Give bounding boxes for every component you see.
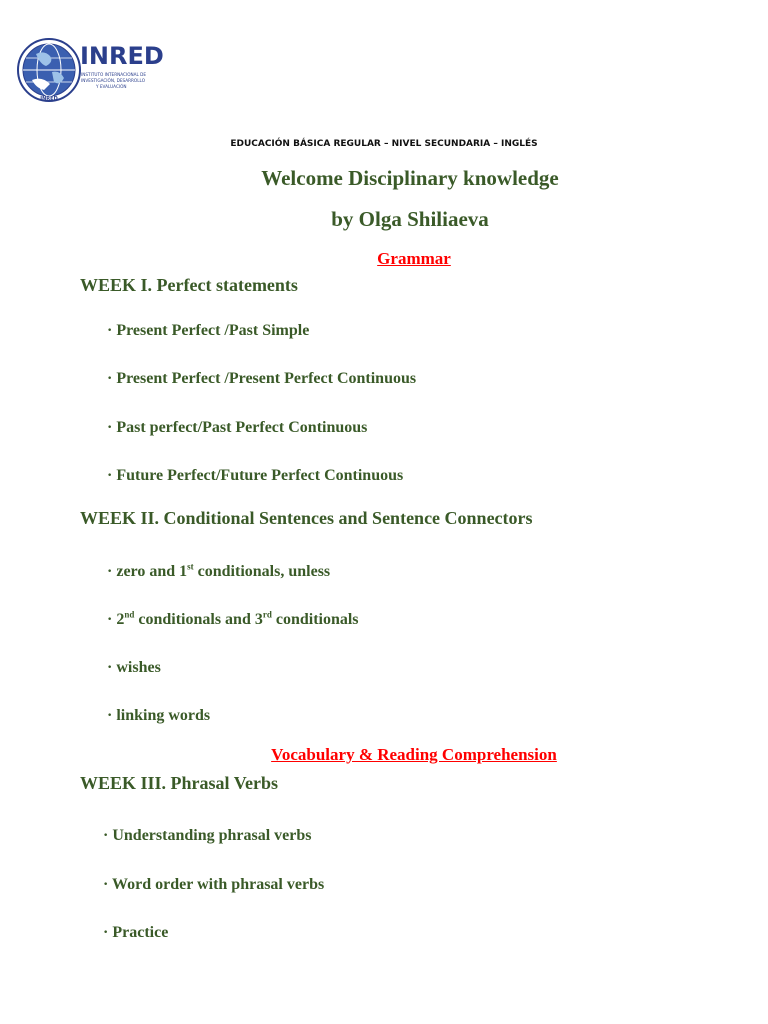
week-3-heading: WEEK III. Phrasal Verbs xyxy=(80,773,279,793)
logo-badge-text: INRED xyxy=(40,96,58,102)
week-1-item: · Present Perfect /Past Simple xyxy=(107,322,310,339)
section-vocabulary: Vocabulary & Reading Comprehension xyxy=(271,745,557,764)
inred-logo xyxy=(14,36,172,106)
page-title: Welcome Disciplinary knowledge xyxy=(261,166,559,190)
item-text: conditionals xyxy=(271,611,359,628)
section-grammar: Grammar xyxy=(377,249,451,268)
ordinal-suffix: rd xyxy=(262,609,272,620)
logo-subtitle-1: INSTITUTO INTERNACIONAL DE xyxy=(81,72,147,77)
week-1-item: · Present Perfect /Present Perfect Continuous xyxy=(107,370,417,387)
week-2-item: · linking words xyxy=(107,707,211,724)
item-text: conditionals and 3 xyxy=(134,611,263,628)
week-2-item: · wishes xyxy=(107,659,161,676)
week-1-heading: WEEK I. Perfect statements xyxy=(80,275,298,295)
logo-subtitle-3: Y EVALUACIÓN xyxy=(96,84,127,89)
week-1-item: · Future Perfect/Future Perfect Continuous xyxy=(107,467,404,484)
week-2-item xyxy=(107,563,330,581)
week-3-item: · Word order with phrasal verbs xyxy=(103,876,325,893)
item-text: conditionals, unless xyxy=(193,563,331,580)
logo-subtitle-2: INVESTIGACIÓN, DESARROLLO xyxy=(81,78,146,83)
week-2-item xyxy=(107,611,359,629)
week-2-heading: WEEK II. Conditional Sentences and Sentence Connectors xyxy=(80,508,533,528)
week-3-item: · Practice xyxy=(103,924,169,941)
ordinal-suffix: nd xyxy=(124,609,135,620)
ordinal-suffix: st xyxy=(187,561,194,572)
course-header: EDUCACIÓN BÁSICA REGULAR – NIVEL SECUNDARIA – INGLÉS xyxy=(230,139,538,149)
logo-name: INRED xyxy=(80,42,164,70)
item-text: · zero and 1 xyxy=(107,563,188,580)
author-line: by Olga Shiliaeva xyxy=(331,207,489,231)
week-3-item: · Understanding phrasal verbs xyxy=(103,827,312,844)
item-text: · 2 xyxy=(107,611,125,628)
week-1-item: · Past perfect/Past Perfect Continuous xyxy=(107,419,368,436)
